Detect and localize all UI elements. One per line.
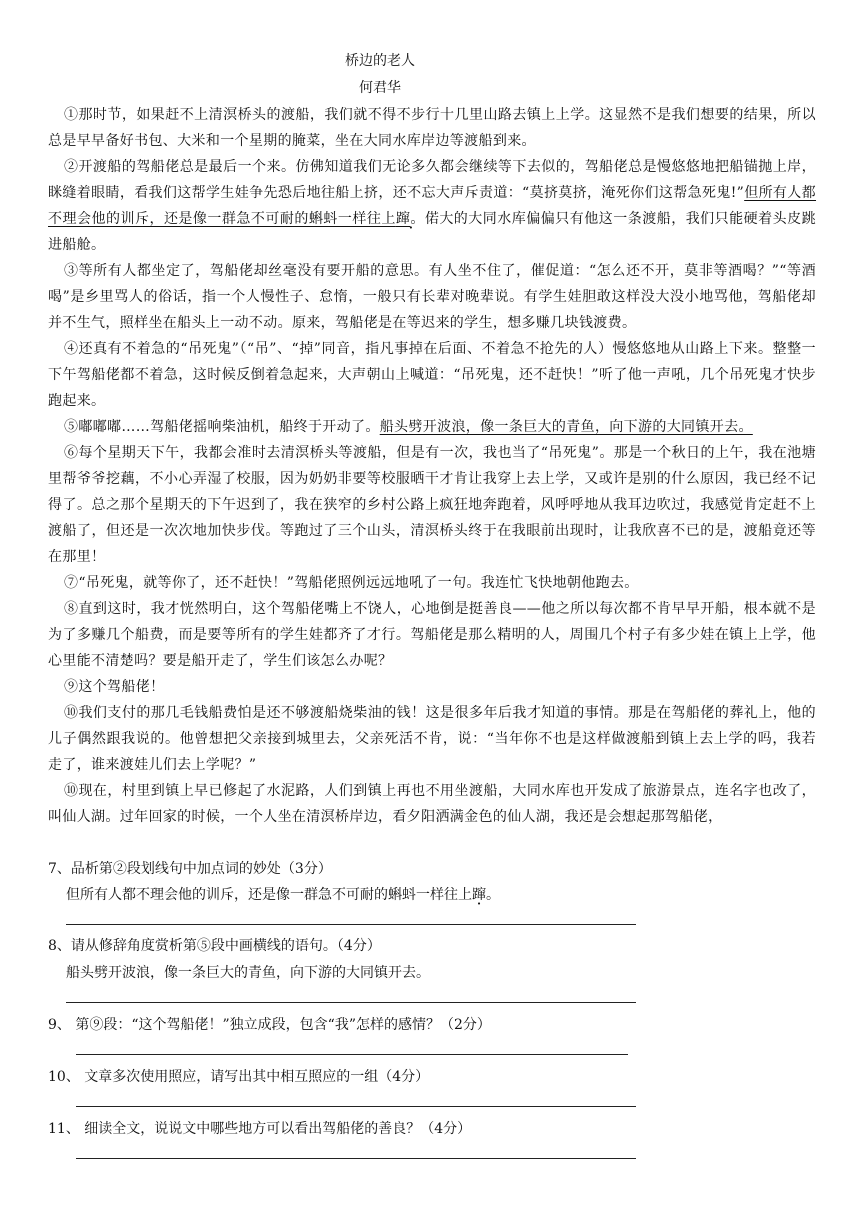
- paragraph-text: ⑩现在，村里到镇上早已修起了水泥路，人们到镇上再也不用坐渡船，大同水库也开发成了旅游景点，连名字也改了，叫仙人湖。过年回家的时候，一个人坐在清溟桥岸边，看夕阳洒满金色的仙人湖，我还是会想起那驾船佬，: [48, 783, 816, 825]
- answer-line-8[interactable]: [66, 1002, 636, 1003]
- question-7-quote-end: 。: [486, 887, 500, 903]
- paragraph-text: ⑨这个驾船佬！: [64, 679, 165, 695]
- question-8-quote: 船头劈开波浪，像一条巨大的青鱼，向下游的大同镇开去。: [66, 965, 430, 981]
- paragraph-text: ①那时节，如果赶不上清溟桥头的渡船，我们就不得不步行十几里山路去镇上上学。这显然不是我们想要的结果，所以总是早早备好书包、大米和一个星期的腌菜，坐在大同水库岸边等渡船到来。: [48, 107, 816, 149]
- paragraph-11: [48, 778, 816, 830]
- dotted-word: 蹿: [472, 887, 486, 903]
- paragraph-8: [48, 596, 816, 674]
- paragraph-10: [48, 700, 816, 778]
- article-author: 何君华: [359, 80, 401, 96]
- paragraph-text: ⑧直到这时，我才恍然明白，这个驾船佬嘴上不饶人，心地倒是挺善良——他之所以每次都不肯早早开船，根本就不是为了多赚几个船费，而是要等所有的学生娃都齐了才行。驾船佬是那么精明的人，周围几个村子有多少娃在镇上上学，他心里能不清楚吗？要是船开走了，学生们该怎么办呢？: [48, 601, 816, 669]
- article-body: [48, 102, 816, 830]
- question-7-quote-text: 但所有人都不理会他的训斥，还是像一群急不可耐的蝌蚪一样往上: [66, 887, 472, 903]
- answer-line-11[interactable]: [76, 1158, 636, 1159]
- question-7-label: 7、品析第②段划线句中加点词的妙处（3分）: [48, 861, 332, 877]
- paragraph-2: [48, 154, 816, 258]
- underlined-text: 船头劈开波浪，像一条巨大的青鱼，向下游的大同镇开去。: [379, 419, 753, 435]
- question-9-label: 9、 第⑨段：“这个驾船佬！”独立成段，包含“我”怎样的感情？（2分）: [48, 1017, 491, 1033]
- paragraph-6: [48, 440, 816, 570]
- question-11-label: 11、 细读全文，说说文中哪些地方可以看出驾船佬的善良？（4分）: [48, 1121, 472, 1137]
- paragraph-text: ⑤嘟嘟嘟……驾船佬摇响柴油机，船终于开动了。: [64, 419, 380, 435]
- paragraph-4: [48, 336, 816, 414]
- question-7-quote: [66, 884, 500, 904]
- answer-line-9[interactable]: [76, 1054, 628, 1055]
- paragraph-7: [48, 570, 816, 596]
- paragraph-text: ④还真有不着急的“吊死鬼”（“吊”、“掉”同音，指凡事掉在后面、不着急不抢先的人）慢悠悠地从山路上下来。整整一下午驾船佬都不着急，这时候反倒着急起来，大声朝山上喊道：“吊死鬼，还不赶快！”听了他一声吼，几个吊死鬼才快步跑起来。: [48, 341, 816, 409]
- article-title: 桥边的老人: [345, 53, 415, 69]
- paragraph-5: [48, 414, 816, 440]
- dotted-word: 蹿: [395, 211, 411, 227]
- paragraph-9: [48, 674, 816, 700]
- question-10-label: 10、 文章多次使用照应，请写出其中相互照应的一组（4分）: [48, 1069, 430, 1085]
- paragraph-text: ⑥每个星期天下午，我都会准时去清溟桥头等渡船，但是有一次，我也当了“吊死鬼”。那是一个秋日的上午，我在池塘里帮爷爷挖藕，不小心弄湿了校服，因为奶奶非要等校服晒干才肯让我穿上去上学，又或许是别的什么原因，我已经不记得了。总之那个星期天的下午迟到了，我在狭窄的乡村公路上疯狂地奔跑着，风呼呼地从我耳边吹过，我感觉肯定赶不上渡船了，但还是一次次地加快步伐。等跑过了三个山头，清溟桥头终于在我眼前出现时，让我欣喜不已的是，渡船竟还等在那里！: [48, 445, 816, 565]
- answer-line-7[interactable]: [66, 924, 636, 925]
- question-8-label: 8、请从修辞角度赏析第⑤段中画横线的语句。（4分）: [48, 938, 381, 954]
- paragraph-1: [48, 102, 816, 154]
- paragraph-text: ⑦“吊死鬼，就等你了，还不赶快！”驾船佬照例远远地吼了一句。我连忙飞快地朝他跑去。: [64, 575, 639, 591]
- paragraph-text: ③等所有人都坐定了，驾船佬却丝毫没有要开船的意思。有人坐不住了，催促道：“怎么还不开，莫非等酒喝？”“等酒喝”是乡里骂人的俗话，指一个人慢性子、怠惰，一般只有长辈对晚辈说。有学生娃胆敢这样没大没小地骂他，驾船佬却并不生气，照样坐在船头上一动不动。原来，驾船佬是在等迟来的学生，想多赚几块钱渡费。: [48, 263, 816, 331]
- paragraph-text: 。偌大的大同水库偏偏只有他这一条渡船，我们只能硬着头皮跳进船舱。: [48, 211, 816, 253]
- underlined-text: 但所有人都不理会他的训斥，还是像一群急不可耐的蝌蚪一样往上: [48, 185, 817, 227]
- paragraph-text: ⑩我们支付的那几毛钱船费怕是还不够渡船烧柴油的钱！这是很多年后我才知道的事情。那是在驾船佬的葬礼上，他的儿子偶然跟我说的。他曾想把父亲接到城里去，父亲死活不肯，说：“当年你不也是这样做渡船到镇上去上学的吗，我若走了，谁来渡娃儿们去上学呢？”: [48, 705, 816, 773]
- paragraph-text: ②开渡船的驾船佬总是最后一个来。仿佛知道我们无论多久都会继续等下去似的，驾船佬总是慢悠悠地把船锚抛上岸，眯缝着眼睛，看我们这帮学生娃争先恐后地往船上挤，还不忘大声斥责道：“莫挤莫挤，淹死你们这帮急死鬼!”: [48, 159, 816, 201]
- answer-line-10[interactable]: [76, 1106, 636, 1107]
- paragraph-3: [48, 258, 816, 336]
